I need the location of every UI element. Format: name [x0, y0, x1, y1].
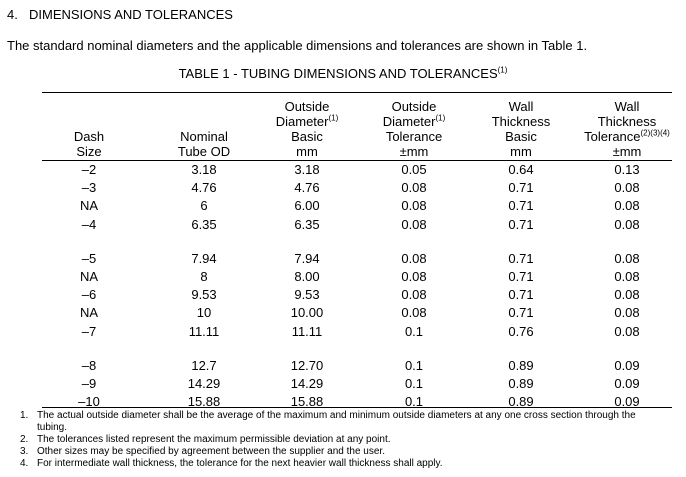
cell-wall-thickness-basic: 0.71 [508, 180, 534, 196]
column-header-text: Basic [505, 129, 537, 144]
column-header-footnote-ref: (1) [435, 113, 446, 123]
footnote-item [20, 434, 660, 446]
cell-outside-diameter-basic: 8.00 [294, 269, 320, 284]
cell-outside-diameter-tolerance: 0.08 [401, 180, 427, 196]
cell-wall-thickness-basic: 0.71 [508, 269, 534, 284]
cell-outside-diameter-tolerance: 0.05 [401, 162, 427, 177]
column-header-line [572, 99, 682, 114]
column-header-line [359, 99, 469, 114]
cell-outside-diameter-tolerance: 0.1 [404, 357, 424, 373]
cell-outside-diameter-tolerance: 0.08 [401, 198, 427, 214]
cell-nominal-tube-od: 12.7 [191, 357, 217, 373]
column-header-text: Tube OD [177, 144, 231, 159]
column-header-line [359, 114, 469, 129]
footnote-text: For intermediate wall thickness, the tolerance for the next heavier wall thickness shall apply. [37, 458, 443, 469]
cell-dash-size: –6 [81, 287, 97, 303]
cell-wall-thickness-basic: 0.71 [508, 250, 534, 266]
cell-nominal-tube-od: 7.94 [191, 250, 217, 266]
cell-nominal-tube-od: 4.76 [191, 180, 217, 196]
column-header-outside-diameter-tolerance [359, 96, 469, 159]
column-header-line [466, 144, 576, 159]
footnote-item [20, 446, 660, 458]
cell-outside-diameter-basic: 10.00 [290, 305, 324, 321]
table-top-rule [42, 92, 672, 93]
column-header-text: Tolerance [385, 129, 443, 144]
column-header-text: mm [296, 144, 318, 159]
intro-paragraph: The standard nominal diameters and the applicable dimensions and tolerances are shown in Table 1. [7, 38, 588, 53]
cell-outside-diameter-basic: 14.29 [290, 376, 324, 391]
cell-nominal-tube-od: 9.53 [191, 287, 217, 303]
cell-outside-diameter-tolerance: 0.08 [401, 287, 427, 303]
column-header-text: Size [76, 144, 102, 159]
cell-wall-thickness-tolerance: 0.08 [614, 287, 640, 303]
cell-wall-thickness-tolerance: 0.09 [614, 394, 640, 410]
footnote-number: 4. [20, 458, 29, 469]
cell-dash-size: –9 [81, 376, 97, 391]
column-header-wall-thickness-basic [466, 96, 576, 159]
cell-wall-thickness-tolerance: 0.08 [614, 250, 640, 266]
column-header-line [34, 144, 144, 159]
footnote-item [20, 458, 660, 470]
footnote-item [20, 410, 660, 434]
column-header-line [149, 129, 259, 144]
cell-dash-size: –10 [78, 394, 100, 410]
column-header-text: ±mm [399, 144, 429, 159]
column-header-text: Tolerance [584, 129, 641, 144]
cell-nominal-tube-od: 14.29 [187, 376, 221, 391]
footnote-number: 3. [20, 446, 29, 457]
column-header-line [359, 144, 469, 159]
cell-nominal-tube-od: 6 [200, 198, 208, 214]
cell-wall-thickness-tolerance: 0.08 [614, 180, 640, 196]
cell-wall-thickness-basic: 0.64 [508, 162, 534, 177]
cell-outside-diameter-basic: 15.88 [290, 394, 324, 410]
cell-wall-thickness-tolerance: 0.08 [614, 216, 640, 232]
cell-wall-thickness-tolerance: 0.08 [614, 323, 640, 339]
cell-wall-thickness-basic: 0.89 [508, 376, 534, 391]
cell-outside-diameter-tolerance: 0.1 [404, 394, 424, 410]
column-header-line [34, 129, 144, 144]
cell-nominal-tube-od: 10 [196, 305, 212, 321]
cell-wall-thickness-basic: 0.71 [508, 305, 534, 321]
cell-outside-diameter-basic: 6.35 [294, 216, 320, 232]
section-number: 4. [7, 7, 18, 22]
cell-outside-diameter-basic: 6.00 [294, 198, 320, 214]
column-header-text: Dash [73, 129, 105, 144]
column-header-line [572, 129, 682, 144]
column-header-footnote-ref: (1) [328, 113, 339, 123]
column-header-text: ±mm [612, 144, 642, 159]
column-header-nominal-tube-od [149, 96, 259, 159]
column-header-line [466, 99, 576, 114]
cell-nominal-tube-od: 11.11 [188, 323, 220, 339]
table-title [0, 66, 686, 81]
column-header-line [252, 129, 362, 144]
cell-dash-size: –4 [81, 216, 97, 232]
cell-outside-diameter-tolerance: 0.1 [404, 376, 424, 391]
cell-wall-thickness-tolerance: 0.13 [614, 162, 640, 177]
column-header-line [252, 144, 362, 159]
column-header-text: Diameter [275, 114, 329, 129]
column-header-line [572, 144, 682, 159]
cell-dash-size: –5 [81, 250, 97, 266]
cell-wall-thickness-basic: 0.76 [508, 323, 534, 339]
section-title: DIMENSIONS AND TOLERANCES [29, 7, 233, 22]
cell-outside-diameter-basic: 4.76 [294, 180, 320, 196]
column-header-line [149, 144, 259, 159]
column-header-text: Wall [614, 99, 640, 114]
column-header-text: Thickness [597, 114, 657, 129]
cell-outside-diameter-tolerance: 0.1 [404, 323, 424, 339]
cell-wall-thickness-tolerance: 0.08 [614, 305, 640, 321]
cell-outside-diameter-tolerance: 0.08 [401, 305, 427, 321]
cell-wall-thickness-basic: 0.71 [508, 287, 534, 303]
footnote-number: 2. [20, 434, 29, 445]
column-header-outside-diameter-basic [252, 96, 362, 159]
table-title-text: TABLE 1 - TUBING DIMENSIONS AND TOLERANCES [178, 66, 498, 81]
column-header-line [466, 129, 576, 144]
column-header-dash-size [34, 96, 144, 159]
column-header-line [252, 114, 362, 129]
cell-outside-diameter-tolerance: 0.08 [401, 250, 427, 266]
cell-nominal-tube-od: 15.88 [187, 394, 221, 410]
footnote-text: The actual outside diameter shall be the average of the maximum and minimum outside diameters at any one cross section through the tubing. [37, 410, 636, 433]
cell-nominal-tube-od: 6.35 [191, 216, 217, 232]
column-header-line [572, 114, 682, 129]
footnotes [20, 410, 660, 470]
cell-dash-size: –8 [81, 357, 97, 373]
cell-nominal-tube-od: 3.18 [191, 162, 217, 177]
cell-outside-diameter-basic: 11.11 [291, 323, 323, 339]
footnote-text: The tolerances listed represent the maximum permissible deviation at any point. [37, 434, 391, 445]
cell-dash-size: –2 [81, 162, 97, 177]
column-header-footnote-ref: (2)(3)(4) [640, 128, 670, 138]
column-header-text: mm [510, 144, 532, 159]
column-header-line [466, 114, 576, 129]
cell-wall-thickness-basic: 0.89 [508, 394, 534, 410]
cell-dash-size: NA [79, 269, 99, 284]
cell-wall-thickness-basic: 0.71 [508, 198, 534, 214]
cell-outside-diameter-basic: 3.18 [294, 162, 320, 177]
cell-wall-thickness-basic: 0.71 [508, 216, 534, 232]
cell-dash-size: –7 [81, 323, 97, 339]
cell-outside-diameter-tolerance: 0.08 [401, 216, 427, 232]
cell-wall-thickness-tolerance: 0.08 [614, 269, 640, 284]
column-header-wall-thickness-tolerance [572, 96, 682, 159]
column-header-text: Thickness [491, 114, 551, 129]
column-header-text: Wall [508, 99, 534, 114]
cell-outside-diameter-basic: 7.94 [294, 250, 320, 266]
column-header-text: Outside [284, 99, 330, 114]
cell-outside-diameter-basic: 9.53 [294, 287, 320, 303]
cell-wall-thickness-basic: 0.89 [508, 357, 534, 373]
column-header-text: Diameter [382, 114, 436, 129]
cell-outside-diameter-basic: 12.70 [290, 357, 324, 373]
footnote-number: 1. [20, 410, 29, 421]
column-header-text: Outside [391, 99, 437, 114]
cell-nominal-tube-od: 8 [200, 269, 208, 284]
column-header-text: Nominal [180, 129, 228, 144]
column-header-text: Basic [291, 129, 323, 144]
cell-wall-thickness-tolerance: 0.09 [614, 357, 640, 373]
cell-wall-thickness-tolerance: 0.09 [614, 376, 640, 391]
cell-dash-size: NA [79, 305, 99, 321]
footnote-text: Other sizes may be specified by agreement between the supplier and the user. [37, 446, 385, 457]
cell-outside-diameter-tolerance: 0.08 [401, 269, 427, 284]
section-heading [7, 7, 233, 22]
cell-dash-size: NA [79, 198, 99, 214]
cell-dash-size: –3 [81, 180, 97, 196]
cell-wall-thickness-tolerance: 0.08 [614, 198, 640, 214]
column-header-line [359, 129, 469, 144]
table-title-footnote-ref: (1) [497, 65, 508, 75]
column-header-line [252, 99, 362, 114]
